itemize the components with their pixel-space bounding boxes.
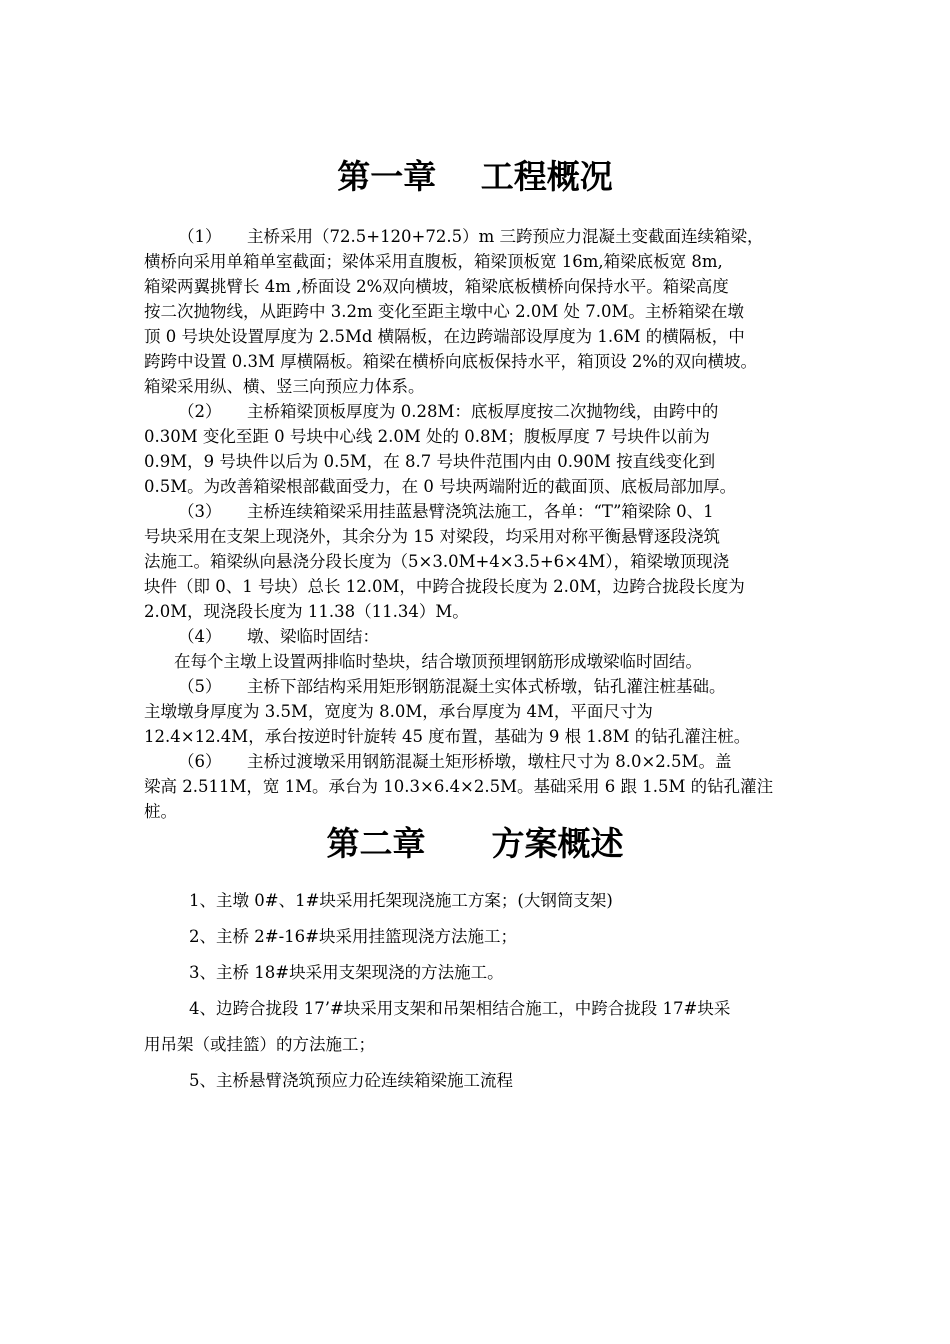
text-line: 主墩墩身厚度为 3.5M，宽度为 8.0M，承台厚度为 4M，平面尺寸为 <box>144 702 653 721</box>
paragraph-1-label: （1） <box>178 227 222 246</box>
text-line: 墩、梁临时固结： <box>247 627 379 646</box>
text-line: 梁高 2.511M，宽 1M。承台为 10.3×6.4×2.5M。基础采用 6 跟 1.5M 的钻孔灌注 <box>144 777 774 796</box>
paragraph-5-label: （5） <box>178 677 222 696</box>
text-line: 2.0M，现浇段长度为 11.38（11.34）M。 <box>144 602 469 621</box>
text-line: 在每个主墩上设置两排临时垫块，结合墩顶预埋钢筋形成墩梁临时固结。 <box>174 652 702 671</box>
text-line: 主桥过渡墩采用钢筋混凝土矩形桥墩，墩柱尺寸为 8.0×2.5M。盖 <box>247 752 732 771</box>
text-line: 主桥采用（72.5+120+72.5）m 三跨预应力混凝土变截面连续箱梁， <box>247 227 764 246</box>
text-line: 顶 0 号块处设置厚度为 2.5Md 横隔板，在边跨端部设厚度为 1.6M 的横隔板，中 <box>144 327 745 346</box>
paragraph-6-label: （6） <box>178 752 222 771</box>
text-line: 箱梁两翼挑臂长 4m ,桥面设 2%双向横坡，箱梁底板横桥向保持水平。箱梁高度 <box>144 277 729 296</box>
text-line: 主桥下部结构采用矩形钢筋混凝土实体式桥墩，钻孔灌注桩基础。 <box>247 677 726 696</box>
paragraph-3-label: （3） <box>178 502 222 521</box>
paragraph-4-label: （4） <box>178 627 222 646</box>
text-line: 跨跨中设置 0.3M 厚横隔板。箱梁在横桥向底板保持水平，箱顶设 2%的双向横坡。 <box>144 352 758 371</box>
text-line: 主桥连续箱梁采用挂蓝悬臂浇筑法施工，各单：“T”箱梁除 0、1 <box>247 502 714 521</box>
text-line: 0.5M。为改善箱梁根部截面受力，在 0 号块两端附近的截面顶、底板局部加厚。 <box>144 477 737 496</box>
text-line: 按二次抛物线，从距跨中 3.2m 变化至距主墩中心 2.0M 处 7.0M。主桥箱梁在墩 <box>144 302 744 321</box>
text-line: 主桥箱梁顶板厚度为 0.28M：底板厚度按二次抛物线，由跨中的 <box>247 402 719 421</box>
list-item-continuation: 用吊架（或挂篮）的方法施工； <box>144 1035 375 1054</box>
chapter-1-heading: 第一章 工程概况 <box>337 157 613 196</box>
chapter-2-heading: 第二章 方案概述 <box>326 824 624 863</box>
text-line: 法施工。箱梁纵向悬浇分段长度为（5×3.0M+4×3.5+6×4M），箱梁墩顶现浇 <box>144 552 730 571</box>
list-item: 3、主桥 18#块采用支架现浇的方法施工。 <box>189 963 504 982</box>
list-item: 2、主桥 2#-16#块采用挂篮现浇方法施工； <box>189 927 517 946</box>
list-item: 5、主桥悬臂浇筑预应力砼连续箱梁施工流程 <box>189 1071 513 1090</box>
text-line: 0.30M 变化至距 0 号块中心线 2.0M 处的 0.8M；腹板厚度 7 号块件以前为 <box>144 427 710 446</box>
text-line: 块件（即 0、1 号块）总长 12.0M，中跨合拢段长度为 2.0M，边跨合拢段长度为 <box>144 577 745 596</box>
text-line: 0.9M，9 号块件以后为 0.5M，在 8.7 号块件范围内由 0.90M 按直线变化到 <box>144 452 716 471</box>
text-line: 号块采用在支架上现浇外，其余分为 15 对梁段，均采用对称平衡悬臂逐段浇筑 <box>144 527 720 546</box>
text-line: 横桥向采用单箱单室截面；梁体采用直腹板，箱梁顶板宽 16m,箱梁底板宽 8m, <box>144 252 723 271</box>
text-line: 桩。 <box>144 802 177 821</box>
text-line: 箱梁采用纵、横、竖三向预应力体系。 <box>144 377 425 396</box>
list-item: 4、边跨合拢段 17’#块采用支架和吊架相结合施工，中跨合拢段 17#块采 <box>189 999 731 1018</box>
paragraph-2-label: （2） <box>178 402 222 421</box>
list-item: 1、主墩 0#、1#块采用托架现浇施工方案；(大钢筒支架) <box>189 891 613 910</box>
text-line: 12.4×12.4M，承台按逆时针旋转 45 度布置，基础为 9 根 1.8M 的钻孔灌注桩。 <box>144 727 751 746</box>
